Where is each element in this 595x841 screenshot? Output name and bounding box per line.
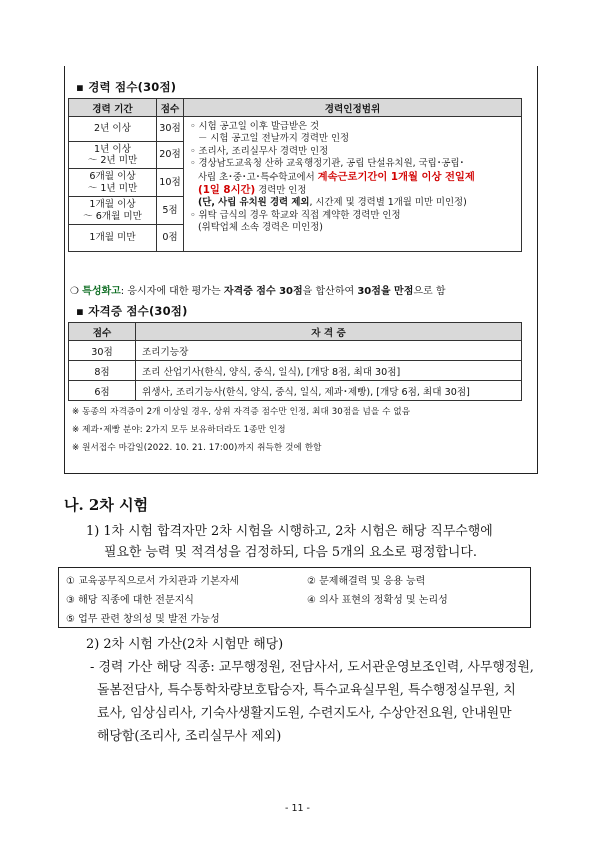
- cert-col-score: 점수: [69, 323, 136, 341]
- career-period-cell: 6개월 이상 ～ 1년 미만: [69, 169, 157, 197]
- career-score-cell: 5점: [157, 197, 184, 225]
- special-school-label: 특성화고: [82, 286, 121, 297]
- cert-name-cell: 조리기능장: [136, 341, 522, 361]
- paragraph-line: 해당함(조리사, 조리실무사 제외): [97, 729, 282, 744]
- cert-note: ※ 동종의 자격증이 2개 이상일 경우, 상위 자격증 점수만 인정, 최대 30점을 넘을 수 없음: [72, 407, 411, 417]
- range-bold: (단, 사립 유치원 경력 제외: [198, 197, 310, 209]
- section-title: 나. 2차 시험: [64, 496, 149, 514]
- range-line: 사립 초･중･고･특수학교에서 계속근로기간이 1개월 이상 전일제: [198, 170, 475, 183]
- page-number: - 11 -: [285, 803, 310, 814]
- cert-name-cell: 조리 산업기사(한식, 양식, 중식, 일식), [개당 8점, 최대 30점]: [136, 361, 522, 381]
- range-line: (1일 8시간) 경력만 인정: [198, 184, 307, 197]
- paragraph-line: 돌봄전담사, 특수통학차량보호탑승자, 특수교육실무원, 특수행정실무원, 치: [97, 683, 516, 698]
- career-score-cell: 30점: [157, 117, 184, 142]
- subsection-title: 2) 2차 시험 가산(2차 시험만 해당): [86, 637, 284, 652]
- cert-note: ※ 제과･제빵 분야: 2가지 모두 보유하더라도 1종만 인정: [72, 425, 286, 435]
- career-score-heading: ▪ 경력 점수(30점): [76, 80, 177, 94]
- range-line: ◦ 위탁 급식의 경우 학교와 직접 계약한 경력만 인정: [190, 209, 401, 221]
- range-line: ◦ 조리사, 조리실무사 경력만 인정: [190, 145, 329, 157]
- cert-score-cell: 30점: [69, 341, 136, 361]
- career-period-cell: 1개월 이상 ～ 6개월 미만: [69, 197, 157, 225]
- paragraph-line: 료사, 임상심리사, 기숙사생활지도원, 수련지도사, 수상안전요원, 안내원만: [97, 706, 512, 721]
- evaluation-item: ① 교육공무직으로서 가치관과 기본자세: [66, 576, 240, 587]
- career-score-cell: 10점: [157, 169, 184, 197]
- career-col-range: 경력인정범위: [184, 99, 522, 117]
- career-period-cell: 2년 이상: [69, 117, 157, 142]
- cert-score-heading: ▪ 자격증 점수(30점): [76, 304, 188, 318]
- career-score-table: [68, 98, 522, 252]
- range-line: (단, 사립 유치원 경력 제외, 시간제 및 경력별 1개월 미만 미인정): [198, 197, 467, 209]
- cert-name-cell: 위생사, 조리기능사(한식, 양식, 중식, 일식, 제과･제빵), [개당 6점, 최대 30점]: [136, 381, 522, 401]
- evaluation-item: ② 문제해결력 및 응용 능력: [307, 576, 426, 587]
- career-range-cell: [184, 117, 522, 252]
- cert-col-name: 자 격 증: [136, 323, 522, 341]
- career-col-score: 점수: [157, 99, 184, 117]
- range-highlight: 계속근로기간이 1개월 이상 전일제: [317, 170, 475, 183]
- cert-note: ※ 원서접수 마감일(2022. 10. 21. 17:00)까지 취득한 것에 한함: [72, 443, 322, 453]
- career-period-cell: 1개월 미만: [69, 225, 157, 252]
- range-line: (위탁업체 소속 경력은 미인정): [198, 222, 323, 234]
- career-col-period: 경력 기간: [69, 99, 157, 117]
- range-line: ◦ 경상남도교육청 산하 교육행정기관, 공립 단설유치원, 국립･공립･: [190, 158, 465, 170]
- career-score-cell: 0점: [157, 225, 184, 252]
- paragraph-line: 1) 1차 시험 합격자만 2차 시험을 시행하고, 2차 시험은 해당 직무수행에: [86, 524, 493, 539]
- paragraph-line: 필요한 능력 및 적격성을 검정하되, 다음 5개의 요소로 평정합니다.: [104, 545, 477, 560]
- cert-score-cell: 6점: [69, 381, 136, 401]
- evaluation-item: ④ 의사 표현의 정확성 및 논리성: [307, 595, 448, 606]
- evaluation-item: ③ 해당 직종에 대한 전문지식: [66, 595, 194, 606]
- range-line: － 시험 공고일 전날까지 경력만 인정: [198, 133, 350, 145]
- career-period-cell: 1년 이상 ～ 2년 미만: [69, 142, 157, 169]
- cert-score-cell: 8점: [69, 361, 136, 381]
- cert-score-table: [68, 322, 522, 401]
- range-line: ◦ 시험 공고일 이후 발급받은 것: [190, 121, 320, 132]
- paragraph-line: - 경력 가산 해당 직종: 교무행정원, 전담사서, 도서관운영보조인력, 사무행정원,: [90, 660, 534, 675]
- range-highlight: (1일 8시간): [198, 184, 256, 197]
- special-school-note: ❍ 특성화고: 응시자에 대한 평가는 자격증 점수 30점을 합산하여 30점을 만점으로 함: [70, 286, 446, 297]
- evaluation-item: ⑤ 업무 관련 창의성 및 발전 가능성: [66, 614, 220, 625]
- career-score-cell: 20점: [157, 142, 184, 169]
